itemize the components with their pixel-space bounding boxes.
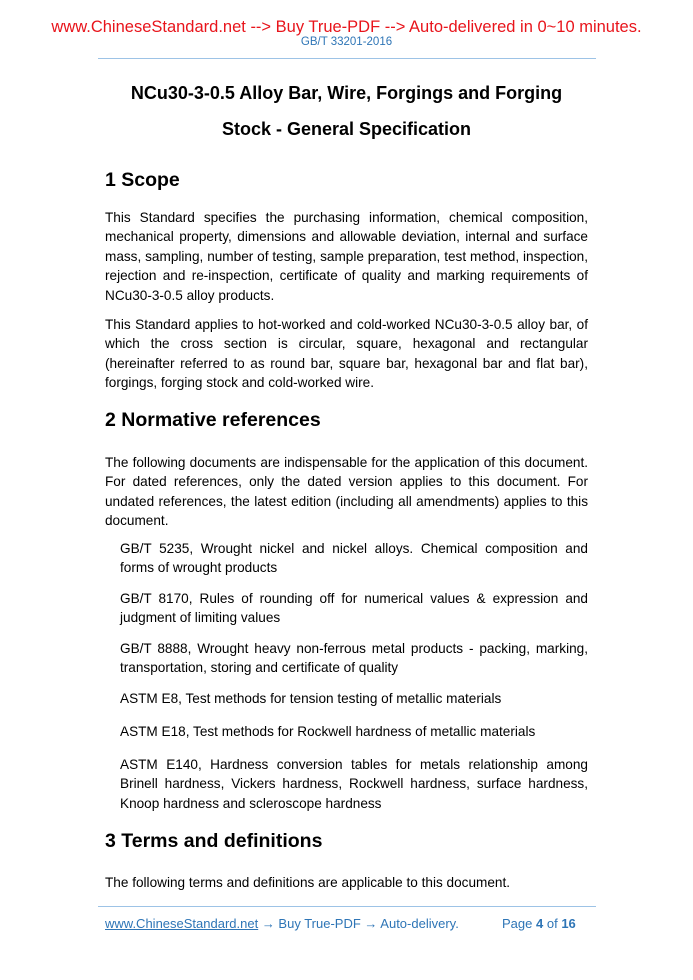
standard-number: GB/T 33201-2016 — [300, 36, 393, 48]
footer-promo — [105, 916, 459, 931]
page-number: 4 — [536, 916, 544, 931]
header-divider — [98, 58, 596, 59]
document-title-line-1: NCu30-3-0.5 Alloy Bar, Wire, Forgings and Forging — [130, 83, 563, 103]
section-heading-terms: 3 Terms and definitions — [105, 830, 323, 852]
promo-banner: www.ChineseStandard.net --> Buy True-PDF --> Auto-delivered in 0~10 minutes. — [51, 18, 642, 36]
terms-paragraph: The following terms and definitions are applicable to this document. — [105, 875, 511, 890]
reference-item: GB/T 8170, Rules of rounding off for numerical values & expression and judgment of limiting values — [120, 591, 588, 626]
section-heading-normative-references: 2 Normative references — [105, 409, 321, 431]
footer-divider — [98, 906, 596, 907]
footer-tagline: → Buy True-PDF → Auto-delivery. — [258, 916, 459, 931]
scope-paragraph-1: This Standard specifies the purchasing information, chemical composition, mechanical property, dimensions and allowable deviation, internal and surface mass, sampling, number of testing, sample preparation, test method, inspection, rejection and re-inspection, certificate of quality and marking requirements of NCu30-3-0.5 alloy products. — [105, 210, 588, 303]
of-label: of — [546, 916, 558, 931]
section-heading-scope: 1 Scope — [105, 169, 180, 191]
footer-site-link[interactable]: www.ChineseStandard.net — [105, 916, 259, 931]
normative-intro: The following documents are indispensable for the application of this document. For dated references, only the dated version applies to this document. For undated references, the latest edition (including all amendments) applies to this document. — [105, 455, 588, 529]
reference-item: ASTM E8, Test methods for tension testing of metallic materials — [120, 691, 502, 706]
page-indicator — [502, 916, 576, 931]
reference-item: ASTM E140, Hardness conversion tables for metals relationship among Brinell hardness, Vickers hardness, Rockwell hardness, surface hardness, Knoop hardness and scleroscope hardness — [120, 757, 588, 811]
reference-item: GB/T 8888, Wrought heavy non-ferrous metal products - packing, marking, transportation, storing and certificate of quality — [120, 641, 588, 676]
scope-paragraph-2: This Standard applies to hot-worked and cold-worked NCu30-3-0.5 alloy bar, of which the cross section is circular, square, hexagonal and rectangular (hereinafter referred to as round bar, square bar, hexagonal bar and flat bar), forgings, forging stock and cold-worked wire. — [105, 317, 588, 391]
reference-item: ASTM E18, Test methods for Rockwell hardness of metallic materials — [120, 724, 536, 739]
page-total: 16 — [561, 916, 576, 931]
page-label: Page — [502, 916, 533, 931]
document-title-line-2: Stock - General Specification — [221, 119, 472, 139]
reference-item: GB/T 5235, Wrought nickel and nickel alloys. Chemical composition and forms of wrought products — [120, 541, 588, 576]
